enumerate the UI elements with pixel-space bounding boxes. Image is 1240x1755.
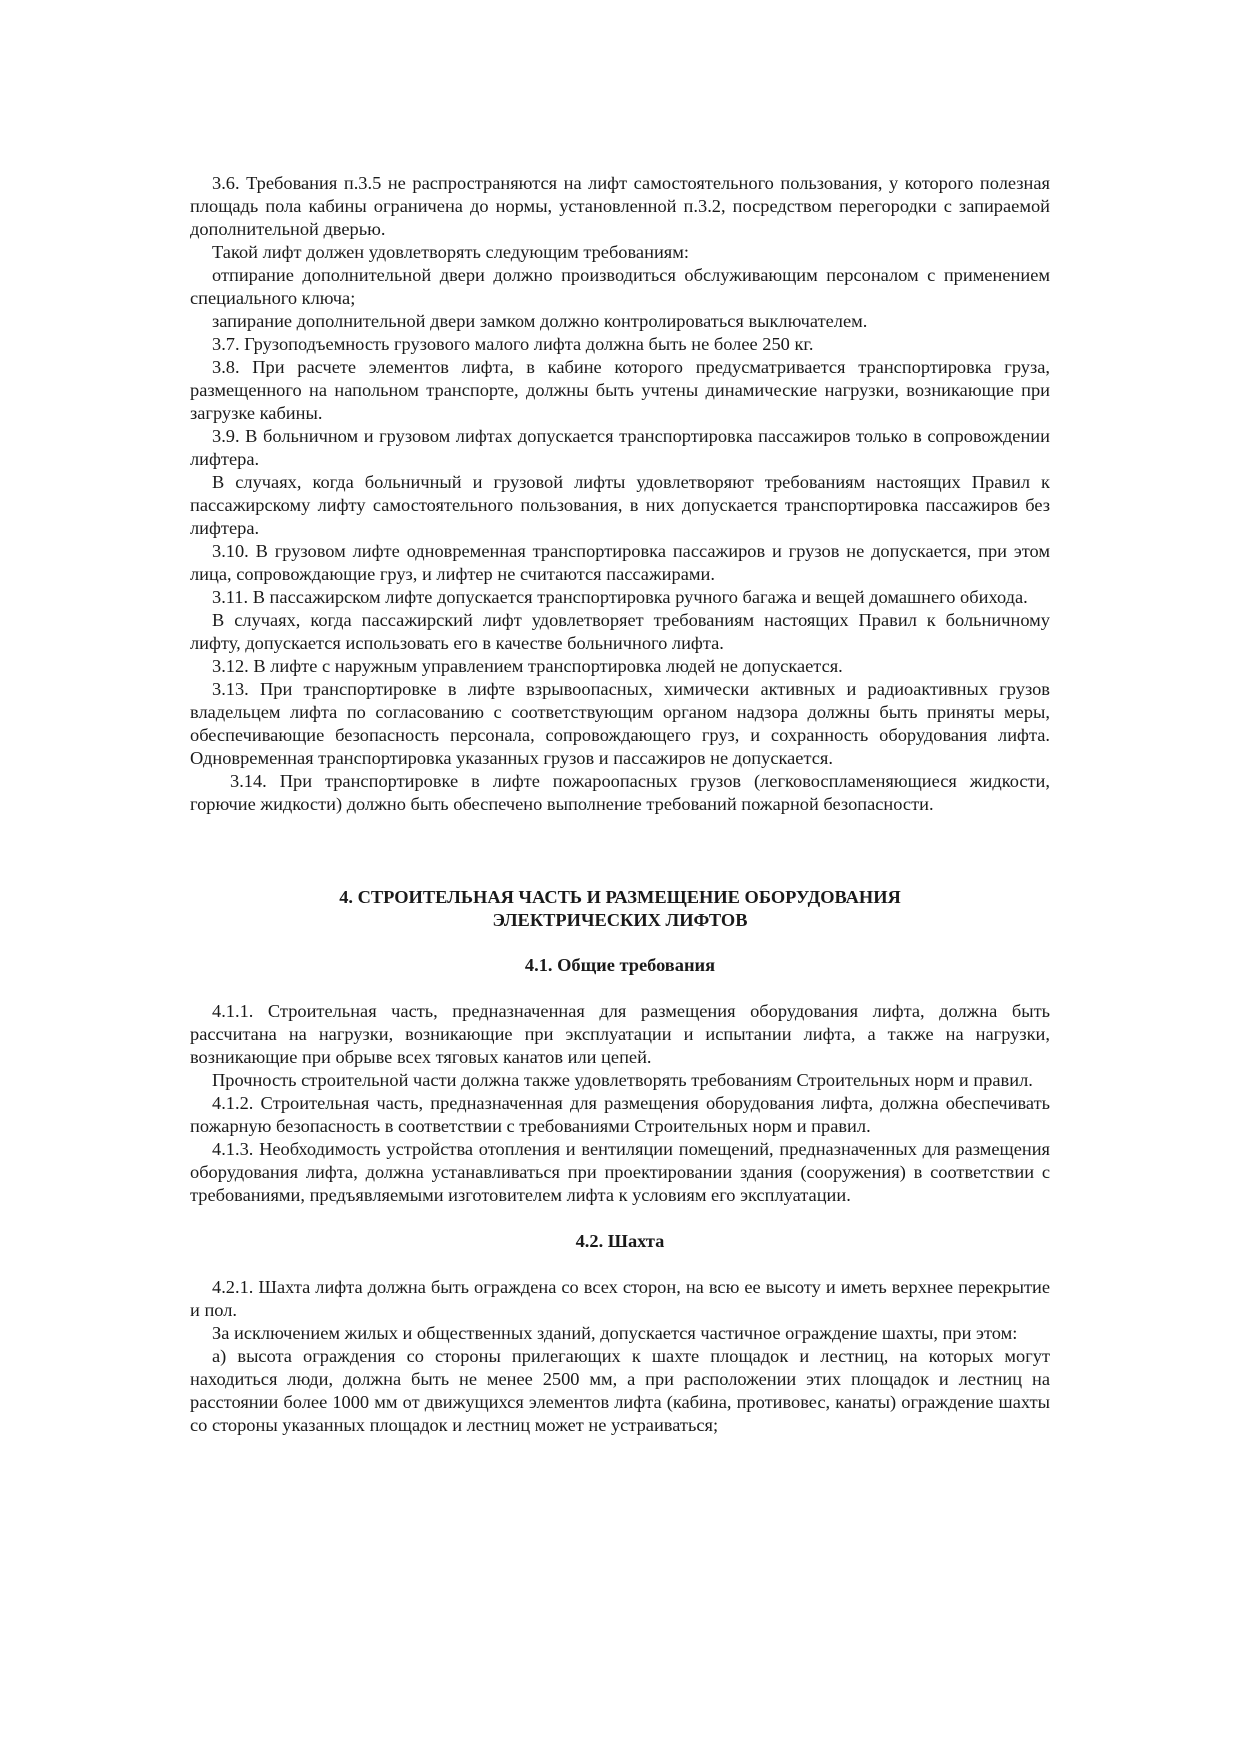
paragraph-3-13: 3.13. При транспортировке в лифте взрывоопасных, химически активных и радиоактивных грузов владельцем лифта по согласованию с соответствующим органом надзора должны быть приняты меры, обеспечивающие безопасность персонала, сопровождающего груз, и сохранность оборудования лифта. Одновременная транспортировка указанных грузов и пассажиров не допускается.: [190, 679, 1050, 768]
paragraph-3-8: 3.8. При расчете элементов лифта, в кабине которого предусматривается транспортировка груза, размещенного на напольном транспорте, должны быть учтены динамические нагрузки, возникающие при загрузке кабины.: [190, 357, 1050, 423]
section-3-body: [190, 172, 1050, 816]
paragraph-4-2-1-partial: За исключением жилых и общественных зданий, допускается частичное ограждение шахты, при этом:: [212, 1323, 1018, 1343]
section-4-heading-line-1: 4. СТРОИТЕЛЬНАЯ ЧАСТЬ И РАЗМЕЩЕНИЕ ОБОРУДОВАНИЯ: [339, 887, 901, 907]
paragraph-3-9: 3.9. В больничном и грузовом лифтах допускается транспортировка пассажиров только в сопровождении лифтера.: [190, 426, 1050, 469]
paragraph-4-2-1-a: а) высота ограждения со стороны прилегающих к шахте площадок и лестниц, на которых могут находиться люди, должна быть не менее 2500 мм, а при расположении этих площадок и лестниц на расстоянии более 1000 мм от движущихся элементов лифта (кабина, противовес, канаты) ограждение шахты со стороны указанных площадок и лестниц может не устраиваться;: [190, 1346, 1050, 1435]
paragraph-3-11: 3.11. В пассажирском лифте допускается транспортировка ручного багажа и вещей домашнего обихода.: [212, 587, 1028, 607]
paragraph-4-1-1: 4.1.1. Строительная часть, предназначенная для размещения оборудования лифта, должна быть рассчитана на нагрузки, возникающие при эксплуатации и испытании лифта, а также на нагрузки, возникающие при обрыве всех тяговых канатов или цепей.: [190, 1001, 1050, 1067]
paragraph-3-6: 3.6. Требования п.3.5 не распространяются на лифт самостоятельного пользования, у которого полезная площадь пола кабины ограничена до нормы, установленной п.3.2, посредством перегородки с запираемой дополнительной дверью.: [190, 173, 1050, 239]
paragraph-4-2-1: 4.2.1. Шахта лифта должна быть ограждена со всех сторон, на всю ее высоту и иметь верхнее перекрытие и пол.: [190, 1277, 1050, 1320]
subsection-4-1-heading: 4.1. Общие требования: [524, 955, 716, 975]
paragraph-4-1-2: 4.1.2. Строительная часть, предназначенная для размещения оборудования лифта, должна обеспечивать пожарную безопасность в соответствии с требованиями Строительных норм и правил.: [190, 1093, 1050, 1136]
paragraph-4-1-3: 4.1.3. Необходимость устройства отопления и вентиляции помещений, предназначенных для размещения оборудования лифта, должна устанавливаться при проектировании здания (сооружения) в соответствии с требованиями, предъявляемыми изготовителем лифта к условиям его эксплуатации.: [190, 1139, 1050, 1205]
section-4-heading-line-2: ЭЛЕКТРИЧЕСКИХ ЛИФТОВ: [492, 910, 748, 930]
paragraph-3-10: 3.10. В грузовом лифте одновременная транспортировка пассажиров и грузов не допускается, при этом лица, сопровождающие груз, и лифтер не считаются пассажирами.: [190, 541, 1050, 584]
paragraph-3-14: 3.14. При транспортировке в лифте пожароопасных грузов (легковоспламеняющиеся жидкости, горючие жидкости) должно быть обеспечено выполнение требований пожарной безопасности.: [190, 771, 1050, 814]
document-page: [190, 172, 1050, 1437]
subsection-4-2-heading: 4.2. Шахта: [575, 1231, 665, 1251]
subsection-4-2-body: [190, 1276, 1050, 1437]
paragraph-4-1-1-strength: Прочность строительной части должна также удовлетворять требованиям Строительных норм и правил.: [212, 1070, 1033, 1090]
paragraph-3-11-cases: В случаях, когда пассажирский лифт удовлетворяет требованиям настоящих Правил к больничному лифту, допускается использовать его в качестве больничного лифта.: [190, 610, 1050, 653]
subsection-4-1-body: [190, 1000, 1050, 1207]
paragraph-requirements-intro: Такой лифт должен удовлетворять следующим требованиям:: [212, 242, 689, 262]
paragraph-3-7: 3.7. Грузоподъемность грузового малого лифта должна быть не более 250 кг.: [212, 334, 814, 354]
section-4-heading: [190, 886, 1050, 932]
paragraph-unlocking: отпирание дополнительной двери должно производиться обслуживающим персоналом с применением специального ключа;: [190, 265, 1050, 308]
paragraph-3-9-cases: В случаях, когда больничный и грузовой лифты удовлетворяют требованиям настоящих Правил к пассажирскому лифту самостоятельного пользования, в них допускается транспортировка пассажиров без лифтера.: [190, 472, 1050, 538]
paragraph-locking: запирание дополнительной двери замком должно контролироваться выключателем.: [212, 311, 868, 331]
paragraph-3-12: 3.12. В лифте с наружным управлением транспортировка людей не допускается.: [212, 656, 843, 676]
